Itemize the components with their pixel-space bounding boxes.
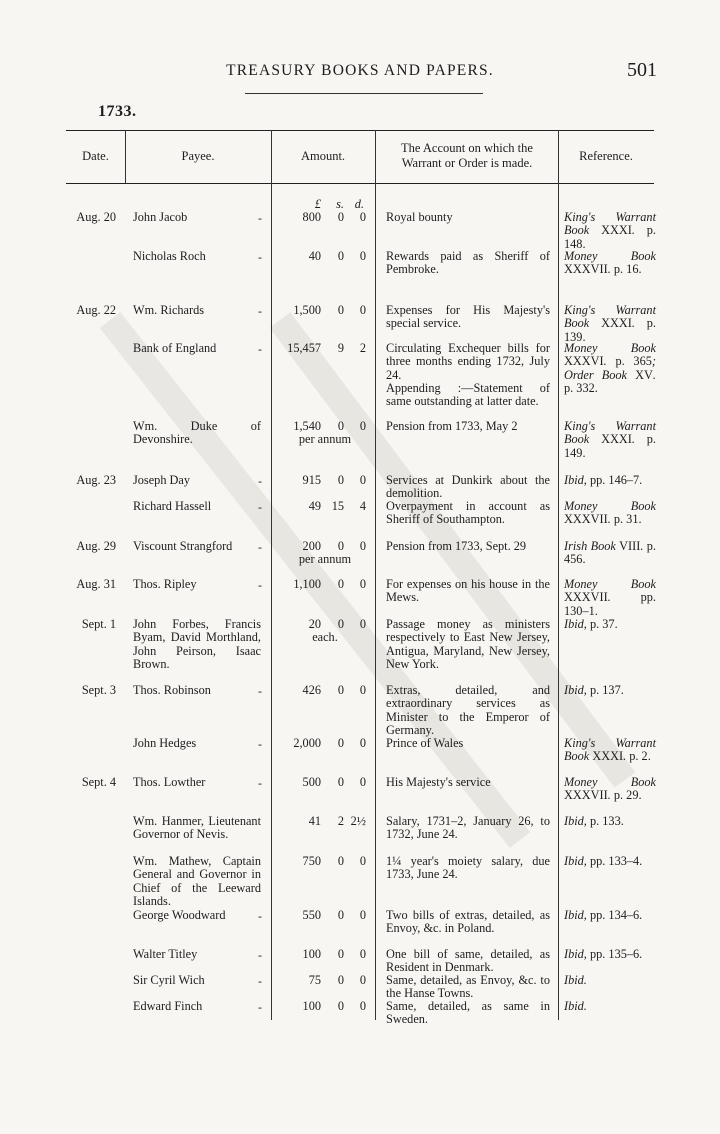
leader-dash: - xyxy=(258,737,262,751)
column-divider xyxy=(271,130,272,1020)
row-amount-pounds: 40 xyxy=(308,249,321,263)
leader-dash: - xyxy=(258,776,262,790)
row-amount-pence: 0 xyxy=(359,210,366,224)
row-reference: Ibid, pp. 146–7. xyxy=(564,473,643,487)
row-amount-pounds: 100 xyxy=(302,947,321,961)
row-payee: George Woodward xyxy=(133,908,226,922)
row-date: Aug. 23 xyxy=(76,473,116,487)
column-divider xyxy=(375,130,376,1020)
row-payee: Bank of England xyxy=(133,341,217,355)
row-payee: Joseph Day xyxy=(133,473,191,487)
row-amount-pence: 0 xyxy=(359,473,366,487)
row-amount-pounds: 41 xyxy=(308,814,321,828)
leader-dash: - xyxy=(258,974,262,988)
row-amount-shillings: 0 xyxy=(337,775,344,789)
shillings-unit: s. xyxy=(336,197,344,211)
row-amount-pence: 4 xyxy=(359,499,366,513)
leader-dash: - xyxy=(258,211,262,225)
row-amount-shillings: 0 xyxy=(337,617,344,631)
row-amount-pounds: 550 xyxy=(302,908,321,922)
row-amount-pounds: 15,457 xyxy=(287,341,321,355)
row-account: Passage money as ministers respectively to East New Jersey, Antigua, Maryland, New Jersey, New York. xyxy=(386,617,550,672)
row-date: Aug. 20 xyxy=(76,210,116,224)
row-account: Pension from 1733, Sept. 29 xyxy=(386,539,527,553)
row-reference: Money Book XXXVII. p. 16. xyxy=(564,249,656,277)
row-account: Expenses for His Majesty's special service. xyxy=(386,303,550,331)
leader-dash: - xyxy=(258,578,262,592)
leader-dash: - xyxy=(258,540,262,554)
row-amount-pounds: 1,500 xyxy=(293,303,321,317)
row-amount-pence: 0 xyxy=(359,736,366,750)
row-amount-shillings: 15 xyxy=(331,499,344,513)
row-amount-pounds: 500 xyxy=(302,775,321,789)
header-date: Date. xyxy=(82,149,109,163)
row-reference: King's Warrant Book XXXI. p. 149. xyxy=(564,419,656,460)
row-date: Aug. 22 xyxy=(76,303,116,317)
leader-dash: - xyxy=(258,948,262,962)
row-amount-pounds: 49 xyxy=(308,499,321,513)
row-reference: Ibid, p. 133. xyxy=(564,814,624,828)
row-amount-shillings: 0 xyxy=(337,577,344,591)
row-payee: Nicholas Roch xyxy=(133,249,206,263)
leader-dash: - xyxy=(258,1000,262,1014)
row-reference: Ibid, pp. 133–4. xyxy=(564,854,643,868)
header-bottom-rule xyxy=(66,183,654,184)
row-reference: Ibid, p. 37. xyxy=(564,617,618,631)
row-payee: Wm. Mathew, Captain General and Governor in Chief of the Leeward Islands. xyxy=(133,854,261,909)
row-amount-shillings: 0 xyxy=(337,683,344,697)
leader-dash: - xyxy=(258,250,262,264)
row-reference: Money Book XXXVI. p. 365; Order Book XV. p. 332. xyxy=(564,341,656,396)
row-amount-pounds: 1,100 xyxy=(293,577,321,591)
header-reference: Reference. xyxy=(579,149,633,163)
row-amount-pence: 0 xyxy=(359,617,366,631)
row-amount-pence: 0 xyxy=(359,577,366,591)
row-amount-pence: 2 xyxy=(359,341,366,355)
header-account: The Account on which the Warrant or Order is made. xyxy=(401,141,533,170)
row-amount-shillings: 0 xyxy=(337,999,344,1013)
row-payee: Thos. Ripley xyxy=(133,577,197,591)
row-amount-shillings: 0 xyxy=(337,947,344,961)
row-account: Services at Dunkirk about the demolition. xyxy=(386,473,550,501)
row-amount-pounds: 915 xyxy=(302,473,321,487)
row-amount-pounds: 75 xyxy=(308,973,321,987)
header-amount: Amount. xyxy=(300,149,346,163)
row-account: Circulating Exchequer bills for three months ending 1732, July 24. xyxy=(386,341,550,382)
row-payee: Viscount Strangford xyxy=(133,539,233,553)
page-number: 501 xyxy=(627,59,657,81)
row-amount-pence: 0 xyxy=(359,973,366,987)
pounds-unit: £ xyxy=(314,197,321,211)
row-account: One bill of same, detailed, as Resident in Denmark. xyxy=(386,947,550,975)
title-rule xyxy=(245,93,483,94)
running-title: TREASURY BOOKS AND PAPERS. xyxy=(226,62,494,79)
row-amount-pence: 0 xyxy=(359,947,366,961)
row-amount-note: each. xyxy=(312,630,338,644)
row-payee: John Jacob xyxy=(133,210,188,224)
row-amount-shillings: 0 xyxy=(337,973,344,987)
row-amount-pence: 0 xyxy=(359,908,366,922)
leader-dash: - xyxy=(258,474,262,488)
row-amount-pence: 0 xyxy=(359,999,366,1013)
row-payee: John Hedges xyxy=(133,736,197,750)
column-divider xyxy=(558,130,559,1020)
row-reference: Money Book XXXVII. pp. 130–1. xyxy=(564,577,656,618)
row-amount-shillings: 0 xyxy=(337,908,344,922)
leader-dash: - xyxy=(258,500,262,514)
row-account: Salary, 1731–2, January 26, to 1732, June 24. xyxy=(386,814,550,842)
row-account: 1¼ year's moiety salary, due 1733, June 24. xyxy=(386,854,550,882)
row-payee: Wm. Richards xyxy=(133,303,205,317)
row-amount-pence: 0 xyxy=(359,775,366,789)
row-account: Same, detailed, as Envoy, &c. to the Hanse Towns. xyxy=(386,973,550,1001)
row-amount-pence: 0 xyxy=(359,539,366,553)
year-heading: 1733. xyxy=(98,103,137,120)
row-amount-pounds: 200 xyxy=(302,539,321,553)
row-reference: King's Warrant Book XXXI. p. 2. xyxy=(564,736,656,764)
row-account: Overpayment in account as Sheriff of Southampton. xyxy=(386,499,550,527)
leader-dash: - xyxy=(258,342,262,356)
row-payee: Edward Finch xyxy=(133,999,203,1013)
row-payee: Richard Hassell xyxy=(133,499,212,513)
row-amount-note: per annum xyxy=(298,432,352,446)
row-amount-pounds: 426 xyxy=(302,683,321,697)
row-payee: Thos. Lowther xyxy=(133,775,206,789)
leader-dash: - xyxy=(258,304,262,318)
header-payee: Payee. xyxy=(181,149,215,163)
row-reference: King's Warrant Book XXXI. p. 148. xyxy=(564,210,656,251)
row-amount-shillings: 0 xyxy=(337,210,344,224)
leader-dash: - xyxy=(258,684,262,698)
row-date: Aug. 31 xyxy=(76,577,116,591)
row-amount-shillings: 0 xyxy=(337,249,344,263)
row-account: Extras, detailed, and extraordinary services as Minister to the Emperor of Germany. xyxy=(386,683,550,738)
row-amount-shillings: 0 xyxy=(337,539,344,553)
row-reference: Money Book XXXVII. p. 31. xyxy=(564,499,656,527)
row-account: His Majesty's service xyxy=(386,775,491,789)
row-reference: Ibid. xyxy=(564,999,587,1013)
row-account-appending: Appending :—Statement of same outstanding at latter date. xyxy=(386,381,550,409)
row-account: Same, detailed, as same in Sweden. xyxy=(386,999,550,1027)
row-amount-shillings: 0 xyxy=(337,303,344,317)
row-reference: Ibid, p. 137. xyxy=(564,683,624,697)
row-date: Sept. 4 xyxy=(81,775,116,789)
row-amount-shillings: 0 xyxy=(337,419,344,433)
row-amount-shillings: 0 xyxy=(337,736,344,750)
row-amount-shillings: 0 xyxy=(337,854,344,868)
row-amount-pounds: 750 xyxy=(302,854,321,868)
row-account: Royal bounty xyxy=(386,210,453,224)
row-date: Aug. 29 xyxy=(76,539,116,553)
row-account: Rewards paid as Sheriff of Pembroke. xyxy=(386,249,550,277)
row-date: Sept. 1 xyxy=(81,617,116,631)
leader-dash: - xyxy=(258,909,262,923)
row-account: Pension from 1733, May 2 xyxy=(386,419,518,433)
row-amount-pounds: 100 xyxy=(302,999,321,1013)
row-amount-shillings: 9 xyxy=(337,341,344,355)
row-reference: Ibid. xyxy=(564,973,587,987)
row-amount-pence: 0 xyxy=(359,683,366,697)
row-account: Two bills of extras, detailed, as Envoy, &c. in Poland. xyxy=(386,908,550,936)
row-amount-pence: 2½ xyxy=(350,814,366,828)
row-reference: Money Book XXXVII. p. 29. xyxy=(564,775,656,803)
row-amount-pence: 0 xyxy=(359,854,366,868)
row-amount-pence: 0 xyxy=(359,303,366,317)
row-date: Sept. 3 xyxy=(81,683,116,697)
row-amount-pence: 0 xyxy=(359,249,366,263)
pence-unit: d. xyxy=(354,197,364,211)
row-amount-pounds: 20 xyxy=(308,617,321,631)
row-amount-pounds: 1,540 xyxy=(293,419,321,433)
row-amount-shillings: 2 xyxy=(337,814,344,828)
table-top-rule xyxy=(66,130,654,131)
row-payee: Sir Cyril Wich xyxy=(133,973,205,987)
row-payee: Walter Titley xyxy=(133,947,198,961)
row-reference: Ibid, pp. 135–6. xyxy=(564,947,643,961)
row-reference: Irish Book VIII. p. 456. xyxy=(564,539,656,567)
row-payee: Thos. Robinson xyxy=(133,683,211,697)
row-reference: Ibid, pp. 134–6. xyxy=(564,908,643,922)
row-amount-pence: 0 xyxy=(359,419,366,433)
row-amount-shillings: 0 xyxy=(337,473,344,487)
row-payee: Wm. Hanmer, Lieutenant Governor of Nevis. xyxy=(133,814,261,842)
row-payee: John Forbes, Francis Byam, David Morthland, John Peirson, Isaac Brown. xyxy=(133,617,261,672)
row-amount-pounds: 2,000 xyxy=(293,736,321,750)
row-amount-note: per annum xyxy=(298,552,352,566)
row-payee: Wm. Duke of Devonshire. xyxy=(133,419,261,447)
row-account: Prince of Wales xyxy=(386,736,464,750)
row-amount-pounds: 800 xyxy=(302,210,321,224)
row-account: For expenses on his house in the Mews. xyxy=(386,577,550,605)
row-reference: King's Warrant Book XXXI. p. 139. xyxy=(564,303,656,344)
